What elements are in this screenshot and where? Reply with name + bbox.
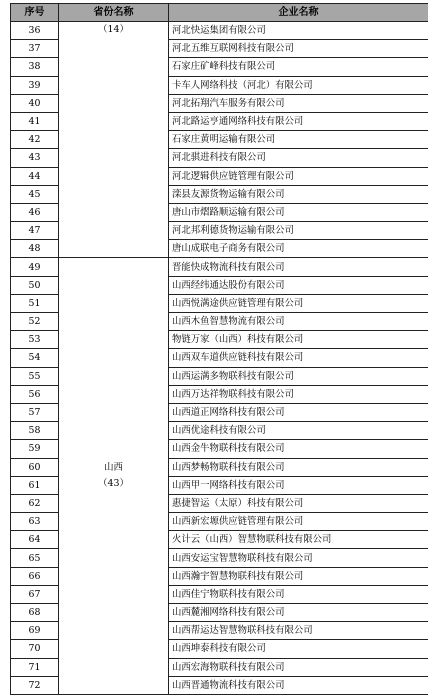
row-company-name: 卡车人网络科技（河北）有限公司 (169, 76, 428, 94)
row-seq: 57 (11, 403, 59, 421)
header-row (11, 4, 428, 22)
row-company-name: 山西宏海物联科技有限公司 (169, 658, 428, 676)
row-seq: 63 (11, 513, 59, 531)
row-company-name: 滦县友源货物运输有限公司 (169, 185, 428, 203)
row-company-name: 河北逻辑供应链管理有限公司 (169, 167, 428, 185)
row-company-name: 山西万达祥物联科技有限公司 (169, 385, 428, 403)
row-company-name: 河北快运集团有限公司 (169, 22, 428, 40)
province-cell (59, 22, 169, 258)
row-seq: 44 (11, 167, 59, 185)
row-seq: 52 (11, 313, 59, 331)
row-seq: 51 (11, 294, 59, 312)
row-company-name: 山西晋通物流科技有限公司 (169, 676, 428, 694)
row-seq: 46 (11, 203, 59, 221)
row-seq: 70 (11, 640, 59, 658)
row-company-name: 河北拓翔汽车服务有限公司 (169, 94, 428, 112)
row-company-name: 山西新宏塬供应链管理有限公司 (169, 513, 428, 531)
row-company-name: 唐山成联电子商务有限公司 (169, 240, 428, 258)
row-seq: 54 (11, 349, 59, 367)
row-seq: 60 (11, 458, 59, 476)
row-company-name: 山西双车道供应链科技有限公司 (169, 349, 428, 367)
row-seq: 66 (11, 567, 59, 585)
province-name: 山西 (104, 462, 123, 474)
row-seq: 55 (11, 367, 59, 385)
row-company-name: 山西经纬通达股份有限公司 (169, 276, 428, 294)
row-company-name: 山西木鱼智慧物流有限公司 (169, 313, 428, 331)
row-company-name: 山西帮运达智慧物联科技有限公司 (169, 622, 428, 640)
row-company-name: 山西悦满途供应链管理有限公司 (169, 294, 428, 312)
row-company-name: 山西佳宁物联科技有限公司 (169, 585, 428, 603)
row-company-name: 物链万家（山西）科技有限公司 (169, 331, 428, 349)
row-company-name: 火计云（山西）智慧物联科技有限公司 (169, 531, 428, 549)
table-header (11, 4, 428, 22)
row-seq: 62 (11, 494, 59, 512)
row-seq: 50 (11, 276, 59, 294)
row-company-name: 惠捷智运（太原）科技有限公司 (169, 494, 428, 512)
header-seq: 序号 (11, 4, 59, 22)
table-row (11, 22, 428, 40)
row-seq: 42 (11, 131, 59, 149)
row-company-name: 山西瀚宇智慧物联科技有限公司 (169, 567, 428, 585)
row-company-name: 山西道正网络科技有限公司 (169, 403, 428, 421)
row-seq: 37 (11, 40, 59, 58)
row-seq: 72 (11, 676, 59, 694)
row-seq: 67 (11, 585, 59, 603)
row-seq: 64 (11, 531, 59, 549)
row-company-name: 石家庄黄明运输有限公司 (169, 131, 428, 149)
company-table (10, 3, 428, 695)
table-row (11, 258, 428, 276)
row-company-name: 晋能快成物流科技有限公司 (169, 258, 428, 276)
row-seq: 43 (11, 149, 59, 167)
row-seq: 38 (11, 58, 59, 76)
row-seq: 71 (11, 658, 59, 676)
company-list-sheet (10, 3, 428, 695)
row-company-name: 河北邦利德货物运输有限公司 (169, 222, 428, 240)
row-seq: 58 (11, 422, 59, 440)
row-company-name: 河北五维互联网科技有限公司 (169, 40, 428, 58)
row-seq: 49 (11, 258, 59, 276)
row-company-name: 河北路运亨通网络科技有限公司 (169, 112, 428, 130)
row-seq: 39 (11, 76, 59, 94)
row-seq: 40 (11, 94, 59, 112)
row-company-name: 山西运满多物联科技有限公司 (169, 367, 428, 385)
header-company: 企业名称 (169, 4, 428, 22)
row-seq: 56 (11, 385, 59, 403)
row-company-name: 唐山市熠路顺运输有限公司 (169, 203, 428, 221)
province-cell (59, 258, 169, 695)
row-seq: 41 (11, 112, 59, 130)
row-seq: 47 (11, 222, 59, 240)
row-seq: 48 (11, 240, 59, 258)
row-seq: 59 (11, 440, 59, 458)
row-company-name: 山西梦畅物联科技有限公司 (169, 458, 428, 476)
row-company-name: 山西金牛物联科技有限公司 (169, 440, 428, 458)
row-company-name: 石家庄矿峰科技有限公司 (169, 58, 428, 76)
row-seq: 61 (11, 476, 59, 494)
province-count: （43） (98, 478, 129, 490)
table-body (11, 22, 428, 695)
header-province: 省份名称 (59, 4, 169, 22)
row-seq: 68 (11, 604, 59, 622)
row-company-name: 山西甲一网络科技有限公司 (169, 476, 428, 494)
row-company-name: 河北骐进科技有限公司 (169, 149, 428, 167)
row-company-name: 山西优途科技有限公司 (169, 422, 428, 440)
row-company-name: 山西安运宝智慧物联科技有限公司 (169, 549, 428, 567)
row-company-name: 山西麓湘网络科技有限公司 (169, 604, 428, 622)
row-seq: 69 (11, 622, 59, 640)
row-seq: 36 (11, 22, 59, 40)
province-count: （14） (98, 24, 129, 35)
row-company-name: 山西坤泰科技有限公司 (169, 640, 428, 658)
row-seq: 45 (11, 185, 59, 203)
row-seq: 65 (11, 549, 59, 567)
row-seq: 53 (11, 331, 59, 349)
